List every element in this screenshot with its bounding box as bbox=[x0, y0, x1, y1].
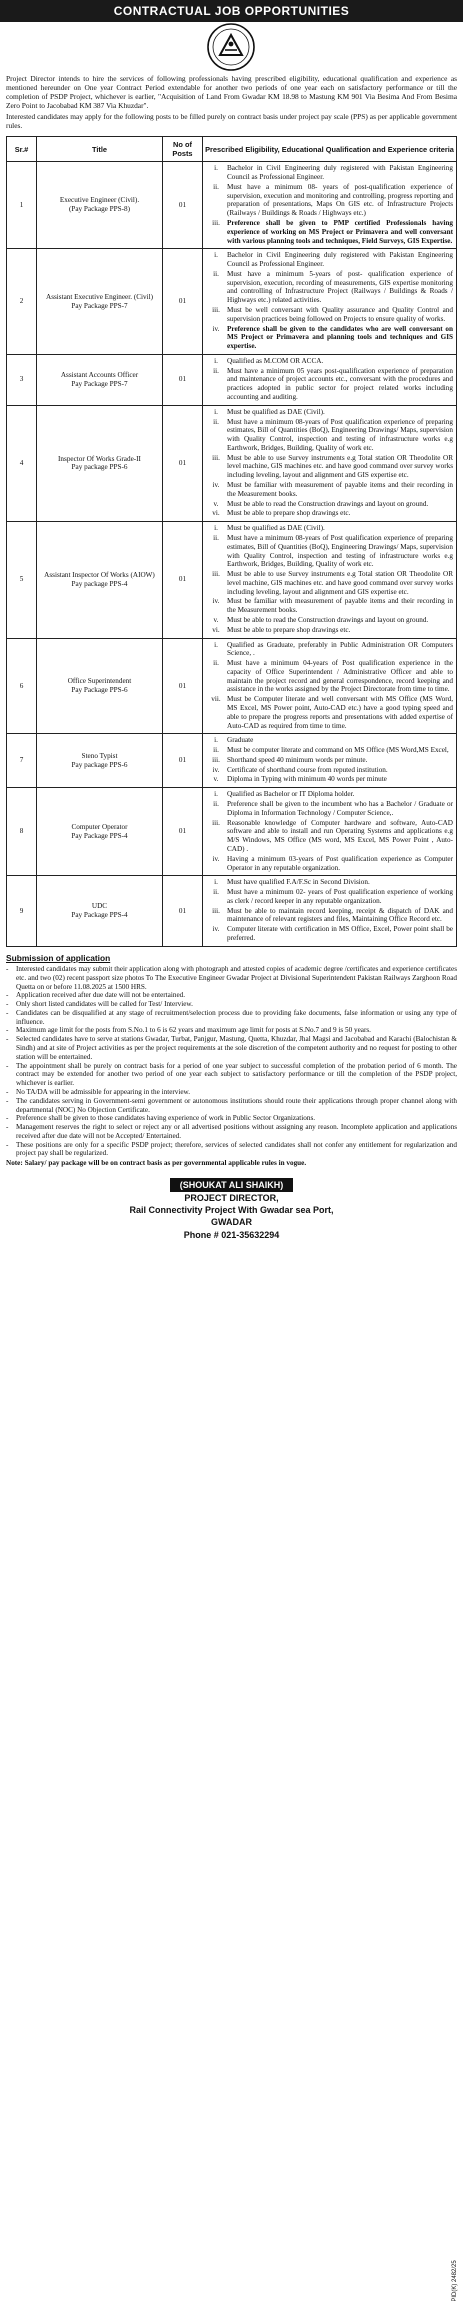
criteria-number: iv. bbox=[212, 597, 220, 606]
list-item bbox=[6, 1141, 457, 1159]
criteria-text: Reasonable knowledge of Computer hardware and software, Auto-CAD software and able to install and run Operating Systems and applications e.g M/S Windows, MS Office (MS word, MS Excel, MS Power Point , Auto-CAD) . bbox=[227, 818, 453, 853]
criteria-item bbox=[205, 756, 453, 765]
header-sr: Sr.# bbox=[7, 137, 37, 162]
row-sr: 5 bbox=[7, 522, 37, 638]
bullet-dash-icon: - bbox=[6, 1096, 9, 1105]
table-row bbox=[7, 788, 457, 876]
criteria-text: Preference shall be given to the incumbent who has a Bachelor / Graduate or Diploma in Information Technology / Computer Science,. bbox=[227, 800, 453, 817]
list-item bbox=[6, 1097, 457, 1115]
row-title-cell bbox=[37, 522, 163, 638]
table-row bbox=[7, 249, 457, 355]
row-sr: 2 bbox=[7, 249, 37, 355]
criteria-list bbox=[205, 878, 453, 942]
criteria-text: Preference shall be given to the candidates who are well conversant on MS Project or Primavera and planning tools and techniques and GIS expertise. bbox=[227, 324, 453, 351]
row-criteria bbox=[203, 162, 457, 249]
criteria-item bbox=[205, 219, 453, 245]
list-item bbox=[6, 1000, 457, 1009]
criteria-list bbox=[205, 357, 453, 402]
bullet-dash-icon: - bbox=[6, 1061, 9, 1070]
row-posts: 01 bbox=[163, 405, 203, 521]
criteria-item bbox=[205, 659, 453, 694]
row-sr: 3 bbox=[7, 354, 37, 405]
job-title: Executive Engineer (Civil). bbox=[59, 196, 140, 205]
criteria-text: Shorthand speed 40 minimum words per minute. bbox=[227, 755, 368, 764]
criteria-number: iv. bbox=[212, 854, 220, 863]
row-sr: 7 bbox=[7, 734, 37, 788]
row-title-cell bbox=[37, 876, 163, 946]
criteria-number: i. bbox=[214, 164, 218, 173]
criteria-number: iii. bbox=[212, 218, 220, 227]
criteria-text: Must have a minimum 5-years of post- qualification experience of supervision, execution, recording of measurements, GIS expertise monitoring and controlling of Infrastructure Project (Railways / Buildings & Roads / Highways etc.) related activities. bbox=[227, 269, 453, 305]
bullet-dash-icon: - bbox=[6, 1000, 9, 1009]
row-sr: 9 bbox=[7, 876, 37, 946]
criteria-text: Must have a minimum 04-years of Post qualification experience in the capacity of Office Superintendent / Administrative Officer and able to maintain the project record and general correspondence, record keeping and assistance in the works assigned by the Project Directorate from time to time. bbox=[227, 659, 453, 694]
criteria-item bbox=[205, 888, 453, 906]
criteria-item bbox=[205, 500, 453, 509]
criteria-number: iv. bbox=[212, 324, 220, 333]
table-header-row bbox=[7, 137, 457, 162]
criteria-item bbox=[205, 454, 453, 480]
row-title-cell bbox=[37, 405, 163, 521]
job-title: Computer Operator bbox=[71, 822, 128, 831]
criteria-text: Must be able to use Survey instruments e.g Total station OR Theodolite OR level machine, GIS machines etc. and have good command over survey works including leveling, layout and alignment and GIS expertise etc. bbox=[227, 570, 453, 596]
page-banner: CONTRACTUAL JOB OPPORTUNITIES bbox=[0, 0, 463, 22]
criteria-number: i. bbox=[214, 736, 218, 745]
submission-text: Management reserves the right to select or reject any or all advertised positions without assigning any reason. Incomplete application and applications received after due date will not be Accepted/ Entertained. bbox=[16, 1123, 457, 1140]
signatory-title: PROJECT DIRECTOR, bbox=[184, 1193, 279, 1204]
criteria-text: Must have a minimum 08-years of Post qualification experience of preparing estimates, Bill of Quantities (BoQ), Engineering Drawings/ Maps, supervision with Quality Control, inspection and testing of infrastructure works e.g Earthwork, Bridges, Building, Quality of work etc. bbox=[227, 533, 453, 569]
list-item bbox=[6, 1009, 457, 1027]
criteria-item bbox=[205, 878, 453, 887]
criteria-number: i. bbox=[214, 524, 218, 533]
criteria-list bbox=[205, 790, 453, 872]
criteria-number: i. bbox=[214, 878, 218, 887]
signatory-city: GWADAR bbox=[211, 1217, 252, 1228]
submission-text: Candidates can be disqualified at any stage of recruitment/selection process due to providing fake documents, false information or using any type of influence. bbox=[16, 1008, 457, 1026]
criteria-list bbox=[205, 251, 453, 351]
submission-text: Maximum age limit for the posts from S.No.1 to 6 is 62 years and maximum age limit for posts at S.No.7 and 9 is 50 years. bbox=[16, 1026, 371, 1035]
row-criteria bbox=[203, 522, 457, 638]
row-criteria bbox=[203, 788, 457, 876]
intro-paragraph: Interested candidates may apply for the following posts to be filled purely on contract basis under project pay scale (PPS) as per applicable government rules. bbox=[6, 112, 457, 131]
submission-text: Application received after due date will not be entertained. bbox=[16, 991, 186, 1000]
bullet-dash-icon: - bbox=[6, 991, 9, 1000]
bullet-dash-icon: - bbox=[6, 1087, 9, 1096]
bullet-dash-icon: - bbox=[6, 965, 9, 973]
criteria-list bbox=[205, 164, 453, 245]
criteria-item bbox=[205, 736, 453, 745]
list-item bbox=[6, 1123, 457, 1141]
job-title: Inspector Of Works Grade-II bbox=[58, 454, 141, 463]
criteria-text: Must be able to prepare shop drawings etc. bbox=[227, 509, 351, 518]
intro-section bbox=[6, 74, 457, 130]
row-sr: 4 bbox=[7, 405, 37, 521]
submission-text: No TA/DA will be admissible for appearing in the interview. bbox=[16, 1087, 191, 1096]
criteria-number: iii. bbox=[212, 906, 220, 915]
criteria-text: Must have a minimum 08-years of Post qualification experience of preparing estimates, Bill of Quantities (BoQ), Engineering Drawings/ Maps, supervision with Quality Control, inspection and testing of infrastructure works e.g Earthwork, Bridges, Building, Quality of work etc. bbox=[227, 417, 453, 452]
criteria-text: Must be qualified as DAE (Civil). bbox=[227, 407, 325, 416]
criteria-number: iii. bbox=[212, 305, 220, 314]
criteria-text: Must have a minimum 02- years of Post qualification experience of working as clerk / record keeper in any reputable organization. bbox=[227, 888, 453, 905]
criteria-text: Must be familiar with measurement of payable items and their recording in the Measurement books. bbox=[227, 597, 453, 615]
pid-code: PID(K) 2482/25 bbox=[451, 2260, 458, 2301]
criteria-item bbox=[205, 819, 453, 854]
submission-text: Interested candidates may submit their application along with photograph and attested copies of academic degree /certificates and experience certificates etc. and two (02) recent passport size photos To The Executive Engineer Gwadar Project at Divisional Superintendent Pakistan Railways Zarghoon Road Quetta on or before 11.08.2025 at 1500 HRS. bbox=[16, 965, 457, 991]
criteria-number: i. bbox=[214, 790, 218, 799]
criteria-text: Graduate bbox=[227, 736, 254, 745]
pay-package: Pay Package PPS-7 bbox=[71, 379, 128, 388]
row-posts: 01 bbox=[163, 638, 203, 734]
criteria-item bbox=[205, 907, 453, 925]
job-title: Assistant Inspector Of Works (AIOW) bbox=[44, 571, 155, 580]
criteria-text: Must be able to prepare shop drawings etc. bbox=[227, 625, 351, 634]
row-sr: 8 bbox=[7, 788, 37, 876]
row-title-cell bbox=[37, 249, 163, 355]
criteria-item bbox=[205, 641, 453, 659]
criteria-text: Must be Computer literate and well conversant with MS Office (MS Word, MS Excel, MS Power point, Auto-CAD etc.) have a good typing speed and able to prepare the progress reports and presentations with added expertise of Auto-CAD as required from time to time. bbox=[227, 695, 453, 730]
criteria-text: Must have a minimum 05 years post-qualification experience of preparation and maintenance of project accounts etc., conversant with the procedures and practices adopted in public sector for project related works including accounting and auditing. bbox=[227, 366, 453, 401]
list-item bbox=[6, 991, 457, 1000]
row-title-cell bbox=[37, 734, 163, 788]
criteria-number: v. bbox=[213, 775, 219, 784]
table-row bbox=[7, 354, 457, 405]
row-posts: 01 bbox=[163, 788, 203, 876]
row-criteria bbox=[203, 876, 457, 946]
criteria-item bbox=[205, 775, 453, 784]
bullet-dash-icon: - bbox=[6, 1123, 9, 1132]
criteria-number: ii. bbox=[213, 659, 219, 668]
bullet-dash-icon: - bbox=[6, 1114, 9, 1123]
row-posts: 01 bbox=[163, 734, 203, 788]
signatory-name: (SHOUKAT ALI SHAIKH) bbox=[170, 1178, 294, 1192]
table-row bbox=[7, 162, 457, 249]
signatory-phone: Phone # 021-35632294 bbox=[183, 1229, 280, 1240]
criteria-number: vii. bbox=[211, 695, 221, 704]
criteria-text: Must be computer literate and command on MS Office (MS Word,MS Excel, bbox=[227, 746, 449, 755]
row-title-cell bbox=[37, 638, 163, 734]
criteria-item bbox=[205, 746, 453, 755]
criteria-text: Must be able to read the Construction drawings and layout on ground. bbox=[227, 615, 429, 624]
table-row bbox=[7, 876, 457, 946]
criteria-number: ii. bbox=[213, 269, 219, 278]
criteria-text: Having a minimum 03-years of Post qualification experience as Computer Operator in any reputable organization. bbox=[227, 854, 453, 872]
header-posts: No of Posts bbox=[163, 137, 203, 162]
criteria-item bbox=[205, 183, 453, 218]
criteria-text: Preference shall be given to PMP certified Professionals having experience of working on MS Project or Primavera and well conversant with various planning tools and techniques, Field Surveys, GIS Expertise. bbox=[227, 218, 453, 245]
row-posts: 01 bbox=[163, 162, 203, 249]
criteria-number: iv. bbox=[212, 481, 220, 490]
submission-text: These positions are only for a specific PSDP project; therefore, services of selected candidates shall not confer any entitlement for regularization and project pay shall be regularized. bbox=[16, 1140, 457, 1158]
criteria-item bbox=[205, 570, 453, 596]
row-title-cell bbox=[37, 354, 163, 405]
job-title: Steno Typist bbox=[81, 752, 118, 761]
criteria-text: Diploma in Typing with minimum 40 words per minute bbox=[227, 775, 387, 784]
criteria-number: vi. bbox=[212, 625, 220, 634]
criteria-number: ii. bbox=[213, 800, 219, 809]
criteria-item bbox=[205, 270, 453, 305]
criteria-item bbox=[205, 509, 453, 518]
submission-text: The appointment shall be purely on contract basis for a period of one year subject to successful completion of the probation period of 6 month. The contract may be extended for another two period of one year each subject to satisfactory performance or till the completion of the PSDP project, whichever is earlier. bbox=[16, 1061, 457, 1088]
job-title: Office Superintendent bbox=[67, 677, 132, 686]
criteria-text: Computer literate with certification in MS Office, Excel, Power point shall be preferred. bbox=[227, 925, 453, 942]
pay-package: Pay Package PPS-7 bbox=[71, 301, 128, 310]
submission-text: Only short listed candidates will be called for Test/ Interview. bbox=[16, 1000, 193, 1009]
row-criteria bbox=[203, 734, 457, 788]
criteria-text: Must be well conversant with Quality assurance and Quality Control and supervision practices being followed on Projects to ensure quality of works. bbox=[227, 305, 453, 323]
criteria-text: Bachelor in Civil Engineering duly registered with Pakistan Engineering Council as Professional Engineer. bbox=[227, 164, 453, 182]
criteria-item bbox=[205, 534, 453, 569]
criteria-text: Bachelor in Civil Engineering duly registered with Pakistan Engineering Council as Professional Engineer. bbox=[227, 251, 453, 269]
submission-text: The candidates serving in Government-semi government or autonomous institutions should route their applications through proper channel along with departmental (NOC) No Objection Certificate. bbox=[16, 1096, 457, 1114]
criteria-text: Must be able to maintain record keeping, receipt & dispatch of DAK and maintenance of relevant registers and files, Maintaining Office Record etc. bbox=[227, 906, 453, 924]
criteria-number: ii. bbox=[213, 533, 219, 542]
criteria-number: iii. bbox=[212, 818, 220, 827]
note-text: Salary/ pay package will be on contract basis as per governmental applicable rules in vogue. bbox=[24, 1159, 307, 1168]
criteria-number: ii. bbox=[213, 417, 219, 426]
criteria-item bbox=[205, 766, 453, 775]
criteria-item bbox=[205, 616, 453, 625]
pay-package: Pay Package PPS-4 bbox=[71, 831, 128, 840]
signature-block bbox=[6, 1178, 457, 1241]
criteria-number: ii. bbox=[213, 182, 219, 191]
table-row bbox=[7, 522, 457, 638]
list-item bbox=[6, 1088, 457, 1097]
criteria-number: ii. bbox=[213, 746, 219, 755]
submission-heading: Submission of application bbox=[6, 952, 111, 963]
header-title: Title bbox=[37, 137, 163, 162]
criteria-text: Certificate of shorthand course from reputed institution. bbox=[227, 765, 388, 774]
pay-package: (Pay Package PPS-8) bbox=[68, 205, 131, 214]
row-posts: 01 bbox=[163, 522, 203, 638]
criteria-list bbox=[205, 736, 453, 784]
header-criteria: Prescribed Eligibility, Educational Qualification and Experience criteria bbox=[203, 137, 457, 162]
signatory-org: Rail Connectivity Project With Gwadar sea Port, bbox=[129, 1205, 334, 1216]
submission-list bbox=[6, 965, 457, 1158]
criteria-text: Must be familiar with measurement of payable items and their recording in the Measurement books. bbox=[227, 481, 453, 498]
pay-package: Pay package PPS-4 bbox=[71, 579, 128, 588]
criteria-item bbox=[205, 306, 453, 324]
railway-emblem-icon bbox=[206, 22, 256, 72]
pay-package: Pay Package PPS-4 bbox=[71, 911, 128, 920]
row-title-cell bbox=[37, 162, 163, 249]
criteria-number: i. bbox=[214, 640, 218, 649]
list-item bbox=[6, 1035, 457, 1061]
criteria-list bbox=[205, 408, 453, 518]
criteria-number: v. bbox=[213, 615, 219, 624]
criteria-text: Must be able to read the Construction drawings and layout on ground. bbox=[227, 499, 429, 508]
criteria-text: Qualified as M.COM OR ACCA. bbox=[227, 356, 324, 365]
criteria-number: iii. bbox=[212, 755, 220, 764]
criteria-number: vi. bbox=[212, 509, 220, 518]
row-criteria bbox=[203, 405, 457, 521]
criteria-item bbox=[205, 325, 453, 351]
pay-package: Pay package PPS-6 bbox=[71, 760, 128, 769]
submission-text: Preference shall be given to those candidates having experience of work in Public Sector Organizations. bbox=[16, 1114, 316, 1123]
criteria-item bbox=[205, 597, 453, 615]
criteria-item bbox=[205, 790, 453, 799]
row-criteria bbox=[203, 638, 457, 734]
row-posts: 01 bbox=[163, 876, 203, 946]
criteria-number: v. bbox=[213, 499, 219, 508]
criteria-number: i. bbox=[214, 356, 218, 365]
list-item bbox=[6, 1114, 457, 1123]
criteria-text: Must have qualified F.A/F.Sc in Second Division. bbox=[227, 878, 370, 887]
pay-package: Pay Package PPS-6 bbox=[71, 685, 128, 694]
bullet-dash-icon: - bbox=[6, 1140, 9, 1149]
list-item bbox=[6, 1062, 457, 1088]
job-title: UDC bbox=[91, 902, 108, 911]
criteria-item bbox=[205, 251, 453, 269]
criteria-text: Qualified as Bachelor or IT Diploma holder. bbox=[227, 790, 355, 799]
row-posts: 01 bbox=[163, 354, 203, 405]
criteria-number: iii. bbox=[212, 453, 220, 462]
criteria-item bbox=[205, 164, 453, 182]
job-title: Assistant Accounts Officer bbox=[60, 371, 139, 380]
criteria-number: i. bbox=[214, 407, 218, 416]
criteria-item bbox=[205, 418, 453, 453]
table-row bbox=[7, 638, 457, 734]
job-title: Assistant Executive Engineer. (Civil) bbox=[46, 292, 153, 301]
criteria-number: iv. bbox=[212, 925, 220, 934]
criteria-list bbox=[205, 641, 453, 731]
criteria-item bbox=[205, 481, 453, 499]
criteria-list bbox=[205, 524, 453, 634]
criteria-item bbox=[205, 626, 453, 635]
row-title-cell bbox=[37, 788, 163, 876]
criteria-number: iii. bbox=[212, 570, 220, 579]
pay-package: Pay package PPS-6 bbox=[71, 463, 128, 472]
bullet-dash-icon: - bbox=[6, 1035, 9, 1044]
jobs-table bbox=[6, 136, 457, 947]
criteria-text: Must be qualified as DAE (Civil). bbox=[227, 524, 325, 533]
note-prefix: Note: bbox=[6, 1159, 25, 1168]
row-sr: 1 bbox=[7, 162, 37, 249]
criteria-number: i. bbox=[214, 251, 218, 260]
criteria-text: Must be able to use Survey instruments e.g Total station OR Theodolite OR level machine, GIS machines etc. and have good command over survey works including leveling, layout and alignment and GIS expertise etc. bbox=[227, 453, 453, 480]
criteria-item bbox=[205, 408, 453, 417]
criteria-item bbox=[205, 357, 453, 366]
criteria-item bbox=[205, 367, 453, 402]
row-criteria bbox=[203, 354, 457, 405]
table-row bbox=[7, 734, 457, 788]
criteria-item bbox=[205, 524, 453, 533]
criteria-number: ii. bbox=[213, 366, 219, 375]
submission-text: Selected candidates have to serve at stations Gwadar, Turbat, Panjgur, Mastung, Quetta, Khuzdar, Jhal Magsi and Jacobabad and Karachi (Balochistan & Sindh) and at site of Project activities as per the project requirements at the sole discretion of the competent authority and no request for posting to other station will be entertained. bbox=[16, 1035, 457, 1061]
bullet-dash-icon: - bbox=[6, 1026, 9, 1035]
criteria-item bbox=[205, 695, 453, 730]
criteria-item bbox=[205, 925, 453, 943]
table-row bbox=[7, 405, 457, 521]
criteria-number: ii. bbox=[213, 888, 219, 897]
row-criteria bbox=[203, 249, 457, 355]
list-item bbox=[6, 965, 457, 991]
intro-paragraph: Project Director intends to hire the services of following professionals having prescribed eligibility, educational qualification and experience as mentioned hereunder on One year Contract Period extendable for another two periods of one year each on satisfactory performance or till the completion of PSDP Project, whichever is earlier, "Acquisition of Land From Gwadar KM 18.98 to Mastung KM 901 Via Besima And From Besima Zero Point to Jacobabad KM 387 Via Khuzdar". bbox=[6, 74, 457, 111]
row-posts: 01 bbox=[163, 249, 203, 355]
criteria-item bbox=[205, 855, 453, 873]
criteria-text: Must have a minimum 08- years of post-qualification experience of supervision, execution and monitoring and controlling, progress reporting and preparation of presentations, Maps On GIS etc. of Infrastructure Projects (Railways / Buildings & Roads / Highways etc.) bbox=[227, 182, 453, 218]
criteria-text: Qualified as Graduate, preferably in Public Administration OR Computers Science, . bbox=[227, 640, 453, 658]
bullet-dash-icon: - bbox=[6, 1008, 9, 1017]
criteria-item bbox=[205, 800, 453, 818]
submission-note bbox=[6, 1159, 457, 1168]
list-item bbox=[6, 1026, 457, 1035]
criteria-number: iv. bbox=[212, 765, 220, 774]
row-sr: 6 bbox=[7, 638, 37, 734]
